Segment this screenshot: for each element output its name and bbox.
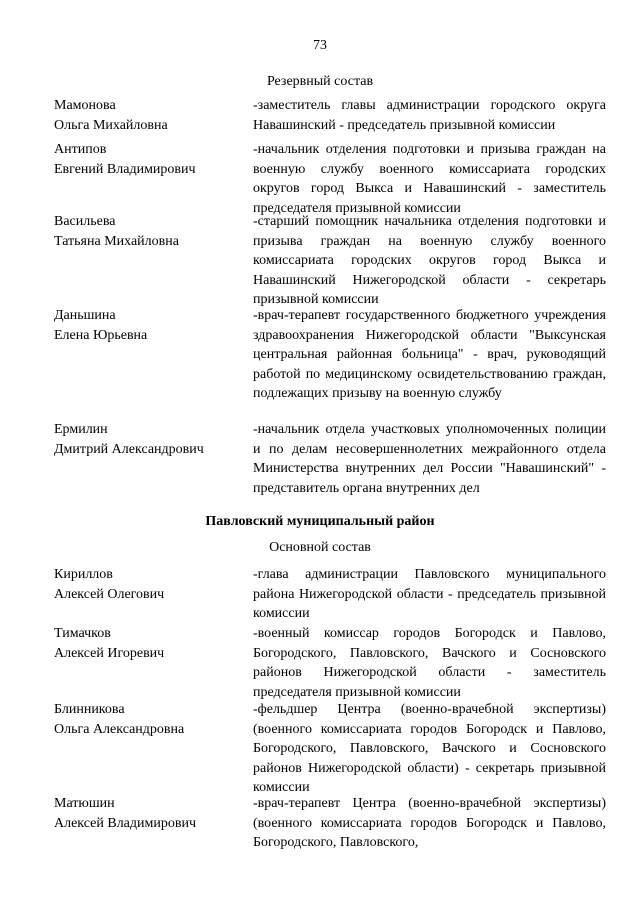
member-name [54,420,244,459]
member-surname: Даньшина [54,308,116,323]
member-role: -врач-терапевт Центра (военно-врачебной экспертизы) (военного комиссариата городов Богородск и Павлово, Богородского, Павловского, [253,796,606,850]
member-role: -заместитель главы администрации городского округа Навашинский - председатель призывной комиссии [253,98,606,133]
member-name [54,96,244,135]
member-surname: Мамонова [54,98,116,113]
member-name [54,140,244,179]
member-role: -военный комиссар городов Богородск и Павлово, Богородского, Павловского, Вачского и Сосновского районов Нижегородской области - заместитель председателя призывной комиссии [253,626,606,700]
member-name [54,306,244,345]
member-surname: Антипов [54,142,107,157]
reserve-composition-heading: Резервный состав [266,74,374,89]
member-given-name: Дмитрий Александрович [54,441,204,457]
member-role: -начальник отделения подготовки и призыва граждан на военную службу военного комиссариата городских округов город Выкса и Навашинский - заместитель председателя призывной комиссии [253,142,606,216]
member-name [54,624,244,663]
district-title: Павловский муниципальный район [205,514,435,529]
member-surname: Васильева [54,214,116,229]
page-number: 73 [313,38,327,53]
member-surname: Ермилин [54,422,108,437]
member-role: -старший помощник начальника отделения подготовки и призыва граждан на военную службу военного комиссариата городских округов город Выкса и Навашинский Нижегородской области - секретарь призывной комиссии [253,214,606,307]
member-given-name: Ольга Александровна [54,721,185,737]
member-role: -врач-терапевт государственного бюджетного учреждения здравоохранения Нижегородской области "Выксунская центральная районная больница" - врач, руководящий работой по медицинскому освидетельствованию граждан, подлежащих призыву на военную службу [253,308,606,401]
member-surname: Блинникова [54,702,125,717]
member-name [54,700,244,739]
member-given-name: Ольга Михайловна [54,117,168,133]
member-given-name: Татьяна Михайловна [54,233,179,249]
member-surname: Матюшин [54,796,115,811]
member-role: -фельдшер Центра (военно-врачебной экспертизы) (военного комиссариата городов Богородск и Павлово, Богородского, Павловского, Вачского и Сосновского районов Нижегородской области) - секретарь призывной комиссии [253,702,606,795]
member-surname: Тимачков [54,626,111,641]
main-composition-heading: Основной состав [269,540,371,555]
member-name [54,565,244,604]
member-given-name: Алексей Владимирович [54,815,197,831]
member-role: -глава администрации Павловского муниципального района Нижегородской области - председатель призывной комиссии [253,567,606,621]
member-role: -начальник отдела участковых уполномоченных полиции и по делам несовершеннолетних межрайонного отдела Министерства внутренних дел России "Навашинский" - представитель органа внутренних дел [253,422,606,496]
member-given-name: Алексей Олегович [54,586,165,602]
member-given-name: Елена Юрьевна [54,327,148,343]
member-surname: Кириллов [54,567,113,582]
member-given-name: Евгений Владимирович [54,161,196,177]
member-name [54,212,244,251]
member-given-name: Алексей Игоревич [54,645,165,661]
member-name [54,794,244,833]
